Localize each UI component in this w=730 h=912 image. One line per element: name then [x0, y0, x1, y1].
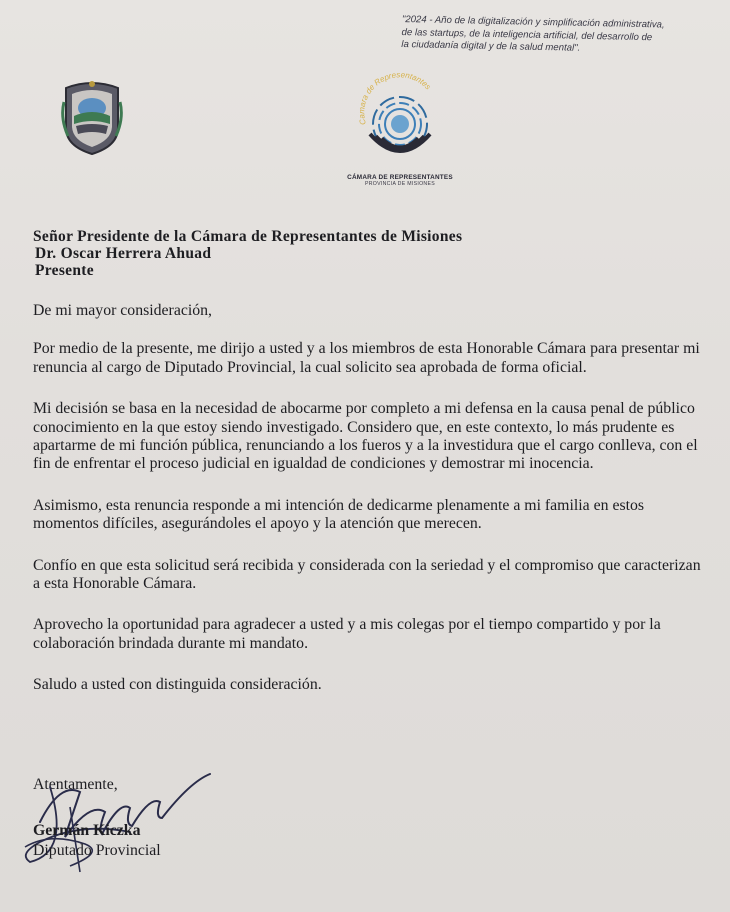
- paragraph: Confío en que esta solicitud será recibida y considerada con la seriedad y el compromiso que caracterizan a esta Honorable Cámara.: [33, 556, 701, 593]
- camara-logo-arc-text: Camara de Representantes: [357, 72, 433, 126]
- camara-name: [330, 174, 470, 187]
- camara-subtitle: PROVINCIA DE MISIONES: [364, 181, 435, 187]
- signer-name: Germán Kiczka: [33, 822, 141, 839]
- motto-line: de las startups, de la inteligencia artificial, del desarrollo de: [401, 26, 653, 43]
- motto-line: "2024 - Año de la digitalización y simplificación administrativa,: [401, 14, 665, 31]
- paragraph: Saludo a usted con distinguida consideración.: [33, 676, 322, 694]
- signer-title: Diputado Provincial: [33, 842, 161, 859]
- addressee-name: Dr. Oscar Herrera Ahuad: [35, 245, 212, 262]
- camara-logo: [352, 72, 448, 172]
- paragraph: Aprovecho la oportunidad para agradecer a usted y a mis colegas por el tiempo compartido y por la colaboración brindada durante mi mandato.: [33, 616, 661, 652]
- letter-body: [33, 302, 701, 695]
- salutation: De mi mayor consideración,: [33, 302, 212, 319]
- camara-title: CÁMARA DE REPRESENTANTES: [347, 174, 453, 181]
- paragraph: Asimismo, esta renuncia responde a mi intención de dedicarme plenamente a mi familia en estos momentos difíciles, asegurándoles el apoyo y la atención que merecen.: [33, 496, 645, 533]
- motto-line: la ciudadanía digital y de la salud mental".: [401, 38, 581, 54]
- closing: Atentamente,: [33, 776, 118, 793]
- addressee-line: Señor Presidente de la Cámara de Representantes de Misiones: [33, 228, 463, 245]
- paragraph: Mi decisión se basa en la necesidad de abocarme por completo a mi defensa en la causa penal de público conocimiento en la que estoy siendo investigado. Considero que, en este contexto, lo más prudente es apartarme de mi función pública, renunciando a los fueros y a la investidura que el cargo conlleva, con el fin de enfrentar el proceso judicial en igualdad de condiciones y demostrar mi inocencia.: [33, 400, 698, 473]
- paragraph: Por medio de la presente, me dirijo a usted y a los miembros de esta Honorable Cámara para presentar mi renuncia al cargo de Diputado Provincial, la cual solicito sea aprobada de forma oficial.: [33, 340, 700, 376]
- year-motto: [401, 14, 724, 58]
- addressee-presente: Presente: [35, 262, 94, 279]
- provincial-seal-logo: [60, 78, 124, 156]
- addressee-block: [33, 228, 462, 279]
